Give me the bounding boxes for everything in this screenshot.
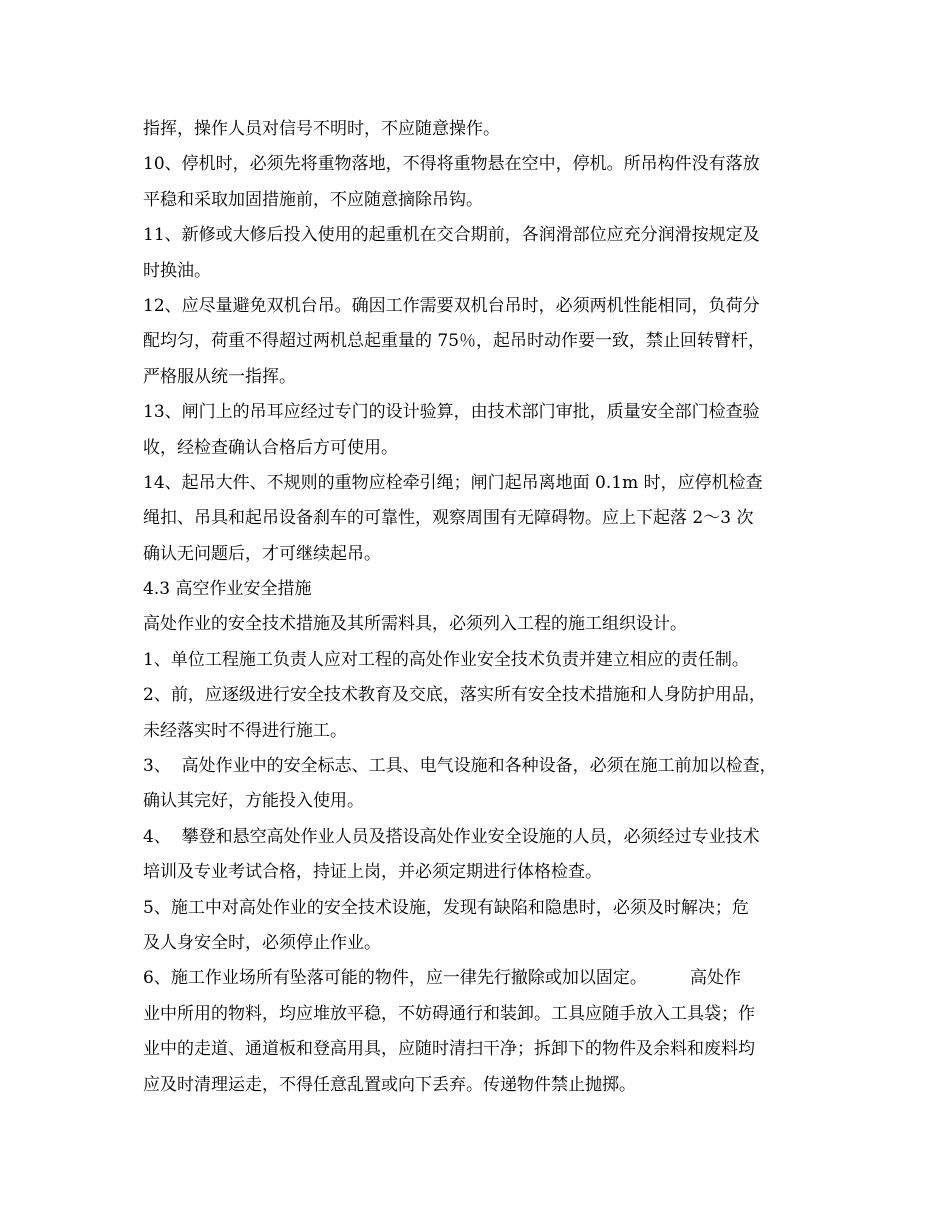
text-line: 业中的走道、通道板和登高用具，应随时清扫干净；拆卸下的物件及余料和废料均 [143, 1039, 755, 1060]
text-line: 绳扣、吊具和起吊设备刹车的可靠性，观察周围有无障碍物。应上下起落 2～3 次 [143, 508, 754, 529]
text-line: 12、应尽量避免双机台吊。确因工作需要双机台吊时，必须两机性能相同，负荷分 [143, 295, 760, 316]
text-line: 确认其完好，方能投入使用。 [143, 791, 364, 812]
text-line: 2、前，应逐级进行安全技术教育及交底，落实所有安全技术措施和人身防护用品， [143, 685, 766, 706]
text-line: 14、起吊大件、不规则的重物应栓牵引绳；闸门起吊离地面 0.1m 时，应停机检查 [143, 472, 763, 493]
text-line: 3、 高处作业中的安全标志、工具、电气设施和各种设备，必须在施工前加以检查， [143, 756, 777, 777]
text-line: 确认无问题后，才可继续起吊。 [143, 543, 381, 564]
text-line: 业中所用的物料，均应堆放平稳，不妨碍通行和装卸。工具应随手放入工具袋；作 [143, 1003, 755, 1024]
text-line: 10、停机时，必须先将重物落地，不得将重物悬在空中，停机。所吊构件没有落放 [143, 154, 760, 175]
text-line: 1、单位工程施工负责人应对工程的高处作业安全技术负责并建立相应的责任制。 [143, 649, 749, 670]
text-line: 11、新修或大修后投入使用的起重机在交合期前，各润滑部位应充分润滑按规定及 [143, 225, 760, 246]
text-line: 未经落实时不得进行施工。 [143, 720, 347, 741]
text-line: 收，经检查确认合格后方可使用。 [143, 437, 398, 458]
text-line: 培训及专业考试合格，持证上岗，并必须定期进行体格检查。 [143, 862, 602, 883]
text-line: 及人身安全时，必须停止作业。 [143, 932, 381, 953]
text-line: 配均匀，荷重不得超过两机总起重量的 75％，起吊时动作要一致，禁止回转臂杆， [143, 331, 766, 352]
text-line: 高处作业的安全技术措施及其所需料具，必须列入工程的施工组织设计。 [143, 614, 687, 635]
text-line: 4、 攀登和悬空高处作业人员及搭设高处作业安全设施的人员，必须经过专业技术 [143, 826, 760, 847]
text-line: 应及时清理运走，不得任意乱置或向下丢弃。传递物件禁止抛掷。 [143, 1074, 636, 1095]
text-line: 5、施工中对高处作业的安全技术设施，发现有缺陷和隐患时，必须及时解决；危 [143, 897, 749, 918]
text-line: 6、施工作业场所有坠落可能的物件，应一律先行撤除或加以固定。 高处作 [143, 968, 742, 989]
text-line: 13、闸门上的吊耳应经过专门的设计验算，由技术部门审批，质量安全部门检查验 [143, 402, 760, 423]
text-line: 时换油。 [143, 260, 211, 281]
document-body [143, 112, 823, 1103]
section-heading: 4.3 高空作业安全措施 [143, 579, 312, 600]
text-line: 严格服从统一指挥。 [143, 366, 296, 387]
text-line: 指挥，操作人员对信号不明时，不应随意操作。 [143, 119, 500, 139]
text-line: 平稳和采取加固措施前，不应随意摘除吊钩。 [143, 189, 483, 210]
